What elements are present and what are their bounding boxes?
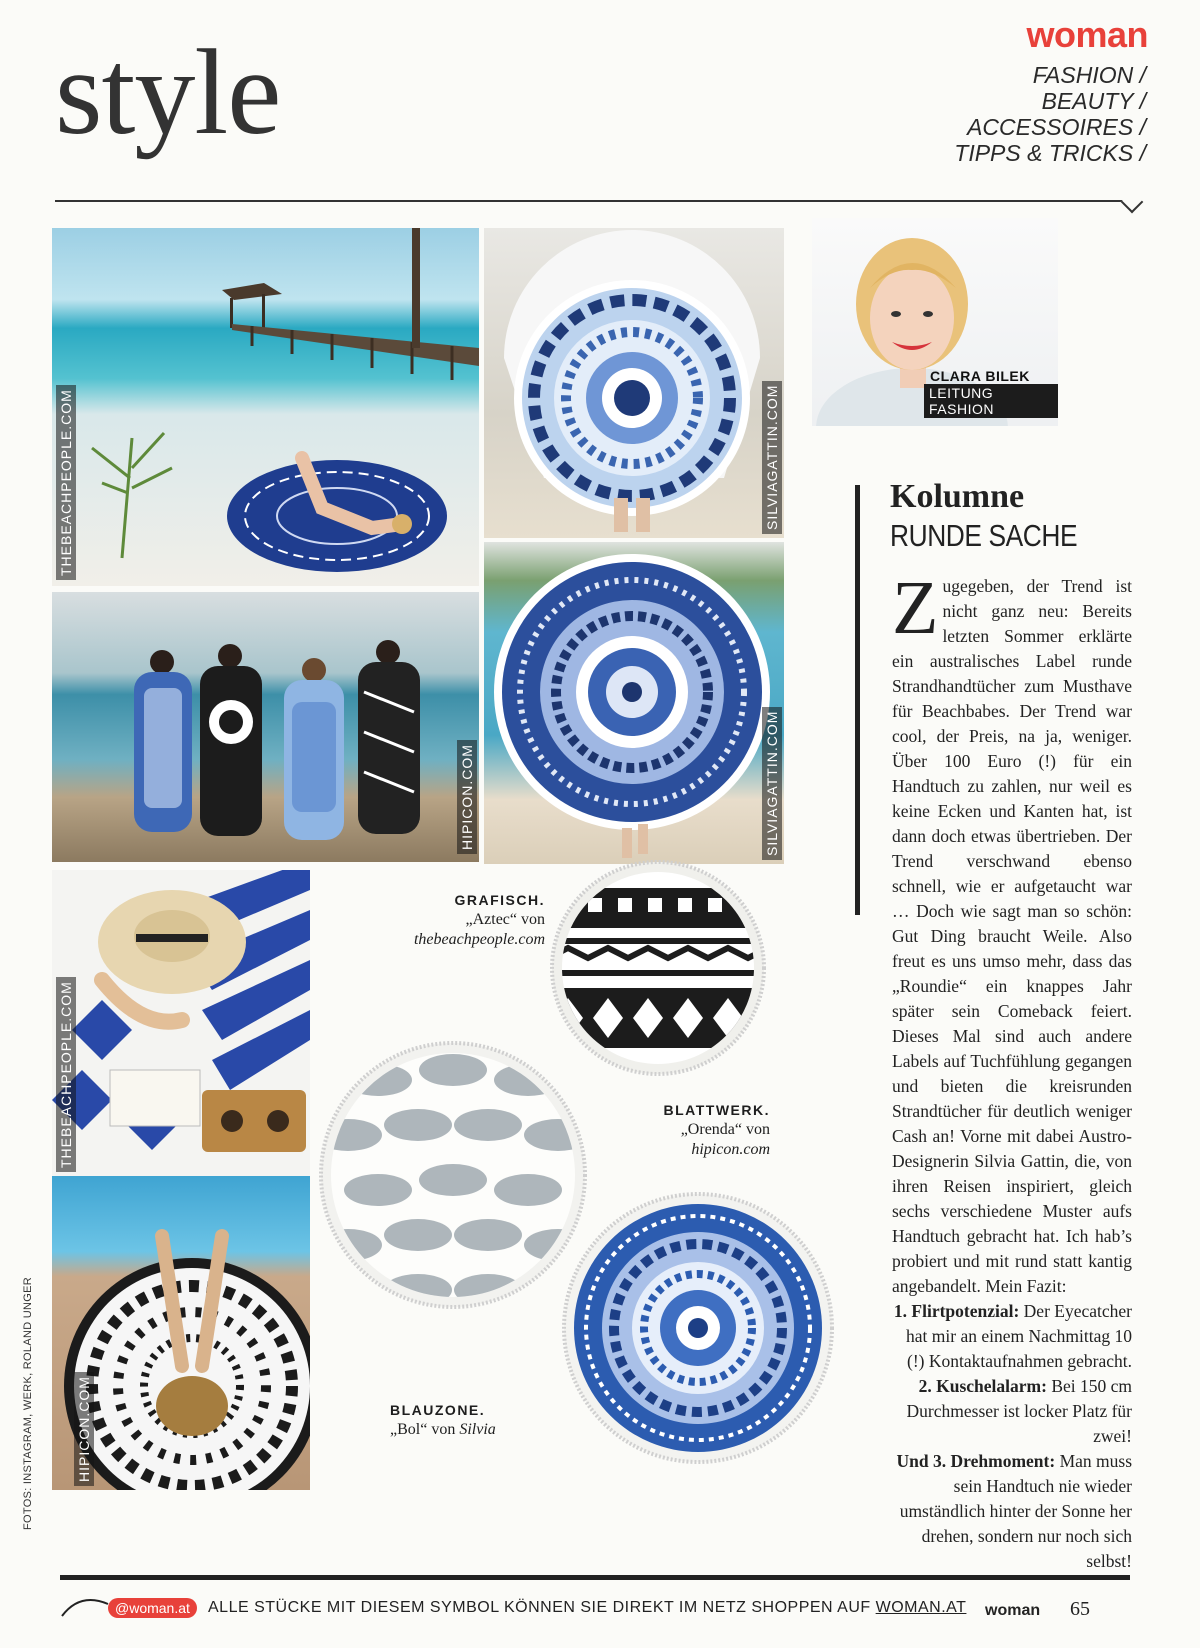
nav-item-accessoires: ACCESSOIRES / xyxy=(967,114,1146,140)
column-point-2: 2. Kuschelalarm: Bei 150 cm Durchmesser ist locker Platz für zwei! xyxy=(906,1376,1132,1446)
caption-product-name: „Orenda“ von xyxy=(680,1121,770,1138)
shop-link[interactable]: WOMAN.AT xyxy=(875,1599,967,1616)
photo-credit: THEBEACHPEOPLE.COM xyxy=(56,385,76,580)
photo-credits-vertical: FOTOS: INSTAGRAM, WERK, ROLAND UNGER xyxy=(22,1276,34,1530)
caption-product-name: „Bol“ von xyxy=(390,1421,456,1438)
caption-label: GRAFISCH. xyxy=(454,892,545,908)
round-towel-illustration xyxy=(484,228,784,538)
columnist-role: LEITUNG FASHION xyxy=(924,384,1058,418)
column-subtitle: RUNDE SACHE xyxy=(890,518,1078,553)
column-accent-bar xyxy=(855,485,860,915)
caption-bol xyxy=(390,1400,558,1440)
swoosh-icon xyxy=(60,1590,110,1620)
photo-credit: SILVIAGATTIN.COM xyxy=(762,381,782,534)
brand-logo: woman xyxy=(1026,14,1148,55)
columnist-portrait xyxy=(812,218,1058,426)
orenda-leaf-towel-image xyxy=(318,1040,588,1310)
photo-group-beach xyxy=(52,592,479,862)
drop-cap: Z xyxy=(892,566,939,650)
photo-credit: HIPICON.COM xyxy=(457,740,477,854)
nav-item-fashion: FASHION / xyxy=(1032,62,1146,88)
caption-aztec xyxy=(360,890,545,950)
photo-beach-dock xyxy=(52,228,479,586)
caption-product-name: „Aztec“ von xyxy=(465,911,545,928)
product-orenda-towel[interactable] xyxy=(318,1040,588,1310)
caption-source-link[interactable]: Silvia xyxy=(459,1421,496,1438)
header-rule xyxy=(55,200,1132,202)
column-point-3: Und 3. Drehmoment: Man muss sein Handtuch nie wieder umständlich hinter der Sonne her drehen, sondern nur noch sich selbst! xyxy=(896,1451,1132,1571)
photo-credit: THEBEACHPEOPLE.COM xyxy=(56,977,76,1172)
column-title: Kolumne xyxy=(890,478,1025,515)
photo-hat-reading xyxy=(52,870,310,1176)
shop-notice: ALLE STÜCKE MIT DIESEM SYMBOL KÖNNEN SIE DIREKT IM NETZ SHOPPEN AUF WOMAN.AT xyxy=(208,1599,967,1616)
product-bol-towel[interactable] xyxy=(562,1192,834,1464)
footer-rule xyxy=(60,1575,1130,1580)
bol-mandala-towel-image xyxy=(562,1192,834,1464)
column-paragraph: ugegeben, der Trend ist nicht ganz neu: Bereits letzten Sommer erklärte ein australisches Label runde Strandhandtücher zum Musthave für Beachbabes. Der Trend war cool, der Preis, na ja, weniger. Über 100 Euro (!) für ein Handtuch zu zahlen, nur weil es keine Ecken und Kanten hat, ist dann doch etwas übertrieben. Der Trend verschwand ebenso schnell, wie er aufgetaucht war … Doch wie sagt man so schön: Gut Ding braucht Weile. Also freut es uns umso mehr, dass das „Roundie“ ein knappes Jahr später sein Comeback feiert. Dieses Mal sind auch andere Labels auf Tuchfühlung gegangen und bieten die kreisrunden Strandtücher für deutlich weniger Cash an! Vorne mit dabei Austro-Designerin Silvia Gattin, die, von ihren Reisen inspiriert, gleich sechs verschiedene Muster aufs Handtuch gebracht hat. Ich hab’s probiert und mit rund statt kantig angebandelt. Mein Fazit: xyxy=(892,576,1132,1296)
beach-dock-illustration xyxy=(52,228,479,586)
column-point-1: 1. Flirtpotenzial: Der Eyecatcher hat mir an einem Nachmittag 10 (!) Kontaktaufnahmen gebracht. xyxy=(893,1301,1132,1371)
shop-badge[interactable]: @woman.at xyxy=(108,1598,197,1618)
photo-blue-mandala xyxy=(484,542,784,864)
section-title: style xyxy=(55,25,281,160)
caption-orenda xyxy=(598,1100,770,1160)
photo-credit: HIPICON.COM xyxy=(74,1372,94,1486)
category-nav xyxy=(954,62,1146,166)
caption-label: BLAUZONE. xyxy=(390,1402,486,1418)
columnist-name: CLARA BILEK xyxy=(930,368,1030,384)
nav-item-tipps: TIPPS & TRICKS / xyxy=(954,140,1146,166)
photo-round-towel-held xyxy=(484,228,784,538)
footer-brand: woman xyxy=(985,1602,1041,1619)
group-beach-illustration xyxy=(52,592,479,862)
hat-reading-illustration xyxy=(52,870,310,1176)
caption-source-link[interactable]: thebeachpeople.com xyxy=(413,931,545,948)
photo-pool-towel xyxy=(52,1176,310,1490)
photo-credit: SILVIAGATTIN.COM xyxy=(762,707,782,860)
chevron-down-icon xyxy=(1121,191,1144,214)
nav-item-beauty: BEAUTY / xyxy=(1041,88,1146,114)
page-number: 65 xyxy=(1070,1598,1090,1620)
blue-mandala-towel-illustration xyxy=(484,542,784,864)
column-body xyxy=(892,566,1132,1574)
caption-source-link[interactable]: hipicon.com xyxy=(691,1141,770,1158)
columnist-caption xyxy=(924,368,1058,418)
caption-label: BLATTWERK. xyxy=(663,1102,770,1118)
